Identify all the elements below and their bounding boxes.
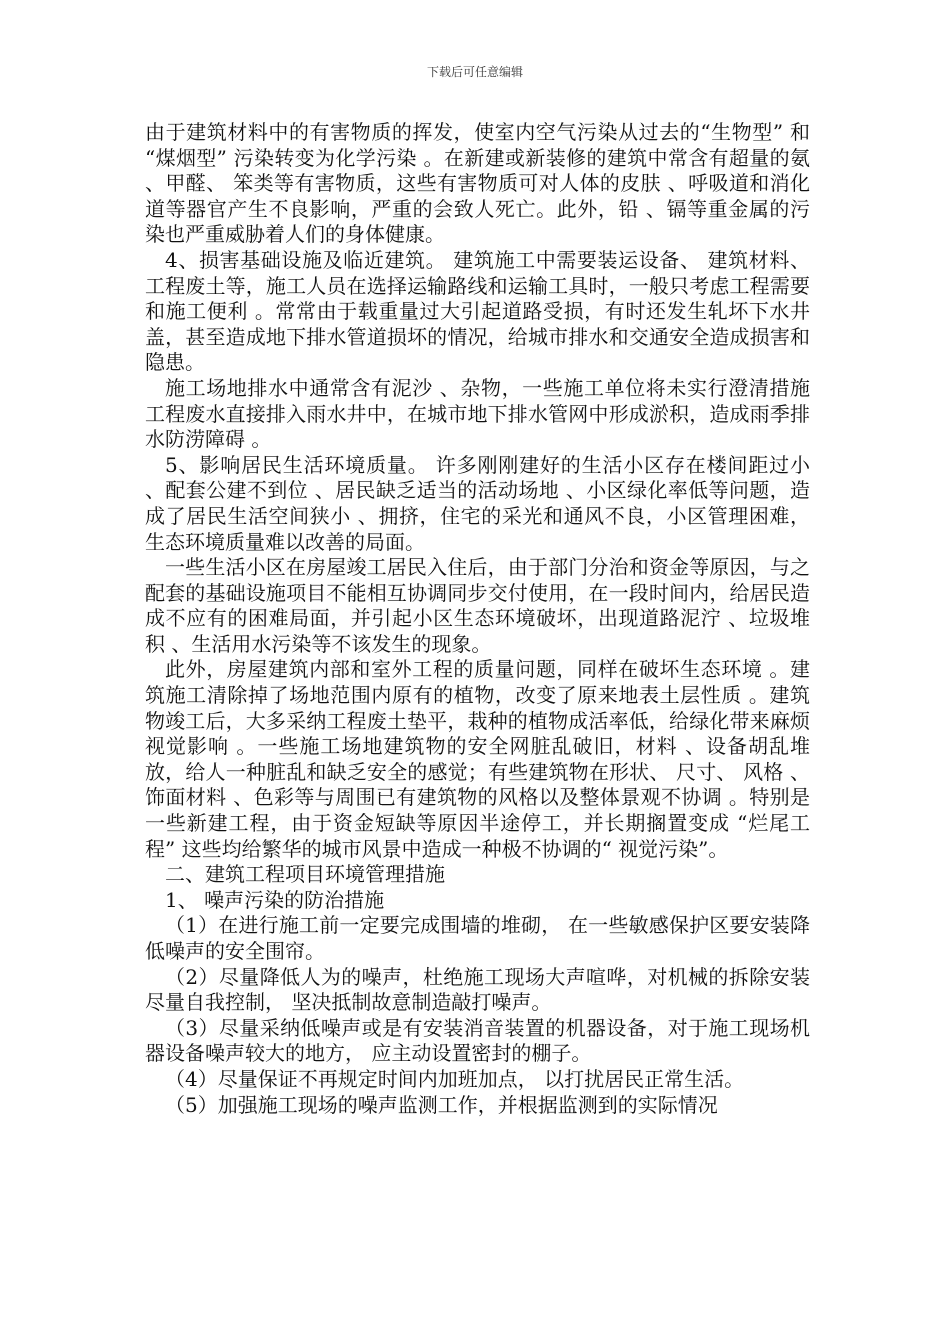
document-body xyxy=(145,120,810,1118)
section-heading-management-measures: 二、建筑工程项目环境管理措施 xyxy=(165,862,445,887)
list-item-noise-5: （5）加强施工现场的噪声监测工作，并根据监测到的实际情况 xyxy=(165,1092,718,1117)
subsection-heading-noise-prevention: 1、 噪声污染的防治措施 xyxy=(165,887,385,912)
list-item-noise-3: （3）尽量采纳低噪声或是有安装消音装置的机器设备，对于施工现场机器设备噪声较大的地方， 应主动设置密封的棚子。 xyxy=(145,1015,810,1066)
list-item-noise-2: （2）尽量降低人为的噪声，杜绝施工现场大声喧哗，对机械的拆除安装尽量自我控制， 坚决抵制故意制造敲打噪声。 xyxy=(145,964,810,1015)
list-item-noise-1: （1）在进行施工前一定要完成围墙的堆砌， 在一些敏感保护区要安装降低噪声的安全围帘。 xyxy=(145,913,810,963)
paragraph-infrastructure-damage: 4、损害基础设施及临近建筑。 建筑施工中需要装运设备、 建筑材料、 工程废土等，施工人员在选择运输路线和运输工具时，一般只考虑工程需要和施工便利 。常常由于载重量过大引起道路受损，有时还发生轧坏下水井盖，甚至造成地下排水管道损坏的情况，给城市排水和交通安全造成损害和隐患。 xyxy=(145,247,810,375)
paragraph-living-environment: 5、影响居民生活环境质量。 许多刚刚建好的生活小区存在楼间距过小 、配套公建不到位 、居民缺乏适当的活动场地 、小区绿化率低等问题，造成了居民生活空间狭小 、拥挤，住宅的采光和通风不良，小区管理困难，生态环境质量难以改善的局面。 xyxy=(145,452,810,554)
paragraph-indoor-pollution: 由于建筑材料中的有害物质的挥发，使室内空气污染从过去的“生物型” 和 “煤烟型” 污染转变为化学污染 。在新建或新装修的建筑中常含有超量的氨 、甲醛、 笨类等有害物质，这些有害物质可对人体的皮肤 、呼吸道和消化道等器官产生不良影响，严重的会致人死亡。此外，铅 、镉等重金属的污染也严重威胁着人们的身体健康。 xyxy=(145,120,810,247)
paragraph-site-drainage: 施工场地排水中通常含有泥沙 、杂物，一些施工单位将未实行澄清措施工程废水直接排入雨水井中，在城市地下排水管网中形成淤积，造成雨季排水防涝障碍 。 xyxy=(145,375,810,452)
list-item-noise-4: （4）尽量保证不再规定时间内加班加点， 以打扰居民正常生活。 xyxy=(165,1066,745,1091)
paragraph-residential-community: 一些生活小区在房屋竣工居民入住后，由于部门分治和资金等原因，与之配套的基础设施项目不能相互协调同步交付使用，在一段时间内，给居民造成不应有的困难局面，并引起小区生态环境破坏，出现道路泥泞 、垃圾堆积 、生活用水污染等不该发生的现象。 xyxy=(145,555,810,656)
paragraph-visual-pollution: 此外，房屋建筑内部和室外工程的质量问题，同样在破坏生态环境 。建筑施工清除掉了场地范围内原有的植物，改变了原来地表土层性质 。建筑物竣工后，大多采纳工程废土垫平，栽种的植物成活率低，给绿化带来麻烦视觉影响 。一些施工场地建筑物的安全网脏乱破旧，材料 、设备胡乱堆放，给人一种脏乱和缺乏安全的感觉；有些建筑物在形状、 尺寸、 风格 、饰面材料 、色彩等与周围已有建筑物的风格以及整体景观不协调 。特别是一些新建工程，由于资金短缺等原因半途停工，并长期搁置变成 “烂尾工程” 这些均给繁华的城市风景中造成一种极不协调的“ 视觉污染”。 xyxy=(145,657,810,861)
page-header: 下载后可任意编辑 xyxy=(426,65,523,79)
